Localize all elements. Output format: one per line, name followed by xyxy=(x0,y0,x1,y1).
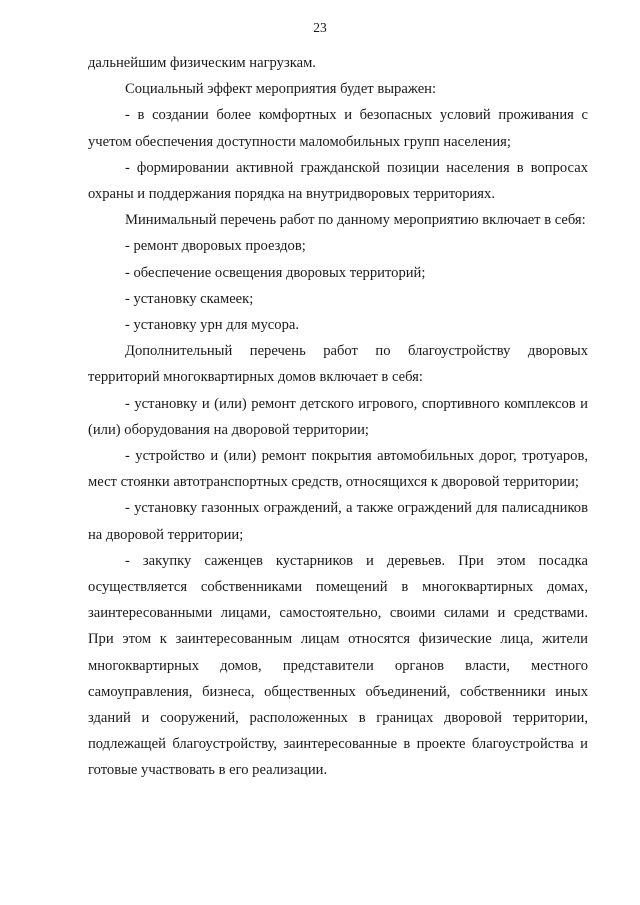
list-item-comfortable-conditions: - в создании более комфортных и безопасных условий проживания с учетом обеспечения доступности маломобильных групп населения; xyxy=(88,107,588,150)
paragraph-minimal-list-intro: Минимальный перечень работ по данному мероприятию включает в себя: xyxy=(125,212,586,229)
list-item-benches: - установку скамеек; xyxy=(125,290,254,307)
list-item-planting: - закупку саженцев кустарников и деревьев. При этом посадка осуществляется собственниками помещений в многоквартирных домах, заинтересованными лицами, самостоятельно, своими силами и средствами. При этом к заинтересованным лицам относятся физические лица, жители многоквартирных домов, представители органов власти, местного самоуправления, бизнеса, общественных объединений, собственники иных зданий и сооружений, расположенных в границах дворовой территории, подлежащей благоустройству, заинтересованные в проекте благоустройства и готовые участвовать в его реализации. xyxy=(88,552,588,779)
list-item-bins: - установку урн для мусора. xyxy=(125,317,299,334)
list-item-playground: - установку и (или) ремонт детского игрового, спортивного комплексов и (или) оборудования на дворовой территории; xyxy=(88,395,588,438)
paragraph-additional-list-intro: Дополнительный перечень работ по благоустройству дворовых территорий многоквартирных домов включает в себя: xyxy=(88,343,588,386)
list-item-pavement: - устройство и (или) ремонт покрытия автомобильных дорог, тротуаров, мест стоянки автотранспортных средств, относящихся к дворовой территории; xyxy=(88,448,588,491)
list-item-fences: - установку газонных ограждений, а также ограждений для палисадников на дворовой территории; xyxy=(88,500,588,543)
page-number: 23 xyxy=(313,20,327,35)
list-item-lighting: - обеспечение освещения дворовых территорий; xyxy=(125,264,426,281)
list-item-road-repair: - ремонт дворовых проездов; xyxy=(125,238,306,255)
paragraph-social-effect-intro: Социальный эффект мероприятия будет выражен: xyxy=(125,81,437,98)
document-body xyxy=(88,50,588,784)
list-item-civic-position: - формировании активной гражданской позиции населения в вопросах охраны и поддержания порядка на внутридворовых территориях. xyxy=(88,159,588,203)
paragraph-continuation: дальнейшим физическим нагрузкам. xyxy=(88,55,316,71)
